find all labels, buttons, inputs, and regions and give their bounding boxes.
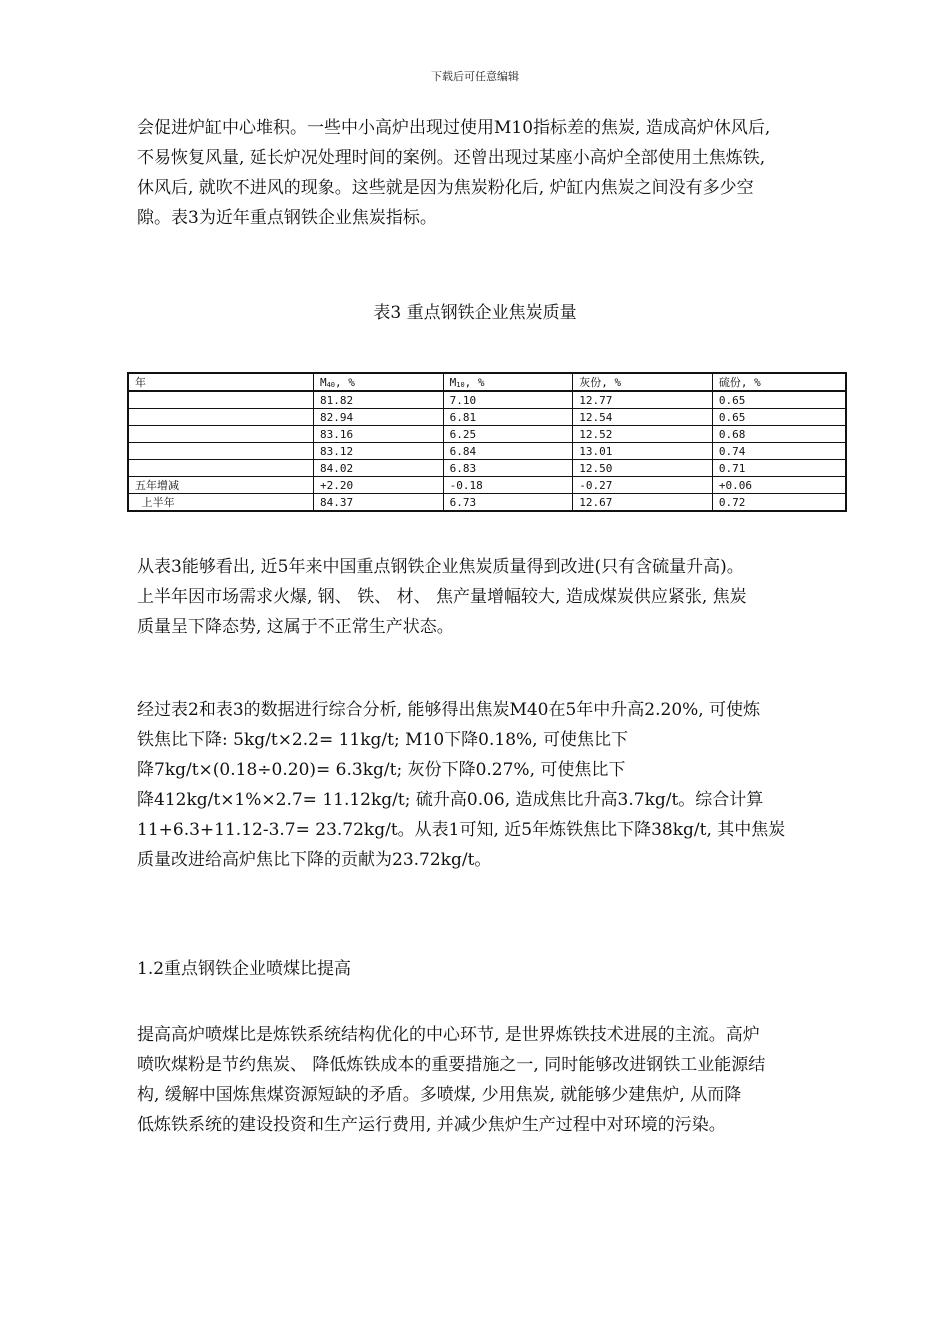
table-row [128, 494, 846, 512]
text-line: 隙。表3为近年重点钢铁企业焦炭指标。 [137, 208, 437, 228]
paragraph-4 [137, 1020, 857, 1140]
table-cell: 82.94 [313, 409, 443, 426]
table-row [128, 409, 846, 426]
table-row [128, 391, 846, 409]
coke-quality-table [127, 372, 847, 512]
table-row [128, 426, 846, 443]
table-cell: 0.72 [712, 494, 846, 512]
table-cell: 0.74 [712, 443, 846, 460]
table-cell: 6.25 [443, 426, 573, 443]
column-header-m10: M10, % [443, 373, 573, 391]
table-cell: 6.83 [443, 460, 573, 477]
table-cell: 84.02 [313, 460, 443, 477]
table-cell: 12.67 [573, 494, 713, 512]
table-cell: 上半年 [128, 494, 313, 512]
section-heading: 1.2重点钢铁企业喷煤比提高 [137, 959, 352, 979]
table-cell: 6.73 [443, 494, 573, 512]
table-cell: 81.82 [313, 391, 443, 409]
table-row [128, 477, 846, 494]
text-line: 上半年因市场需求火爆, 钢、 铁、 材、 焦产量增幅较大, 造成煤炭供应紧张, 焦炭 [137, 587, 747, 607]
column-header-sulfur: 硫份, % [712, 373, 846, 391]
table-cell [128, 426, 313, 443]
column-header-year: 年 [128, 373, 313, 391]
page-header: 下载后可任意编辑 [431, 70, 519, 83]
table-cell [128, 409, 313, 426]
text-line: 喷吹煤粉是节约焦炭、 降低炼铁成本的重要措施之一, 同时能够改进钢铁工业能源结 [137, 1055, 766, 1075]
paragraph-2 [137, 552, 857, 642]
text-line: 提高高炉喷煤比是炼铁系统结构优化的中心环节, 是世界炼铁技术进展的主流。高炉 [137, 1025, 760, 1045]
table-header-row [128, 373, 846, 391]
text-line: 质量改进给高炉焦比下降的贡献为23.72kg/t。 [137, 850, 492, 870]
table-cell: 13.01 [573, 443, 713, 460]
table-cell: -0.18 [443, 477, 573, 494]
table-cell: 0.68 [712, 426, 846, 443]
text-line: 经过表2和表3的数据进行综合分析, 能够得出焦炭M40在5年中升高2.20%, 可使炼 [137, 700, 761, 720]
text-line: 质量呈下降态势, 这属于不正常生产状态。 [137, 617, 454, 637]
table-cell: 12.77 [573, 391, 713, 409]
table-cell [128, 391, 313, 409]
text-line: 休风后, 就吹不进风的现象。这些就是因为焦炭粉化后, 炉缸内焦炭之间没有多少空 [137, 178, 754, 198]
paragraph-3 [137, 695, 857, 875]
table-cell: 7.10 [443, 391, 573, 409]
text-line: 铁焦比下降: 5kg/t×2.2= 11kg/t; M10下降0.18%, 可使焦比下 [137, 730, 628, 750]
table-caption: 表3 重点钢铁企业焦炭质量 [373, 303, 577, 323]
table-cell [128, 460, 313, 477]
text-line: 降7kg/t×(0.18÷0.20)= 6.3kg/t; 灰份下降0.27%, 可使焦比下 [137, 760, 626, 780]
text-line: 降412kg/t×1%×2.7= 11.12kg/t; 硫升高0.06, 造成焦比升高3.7kg/t。综合计算 [137, 790, 764, 810]
table-cell: 0.71 [712, 460, 846, 477]
column-header-m40: M40, % [313, 373, 443, 391]
text-line: 低炼铁系统的建设投资和生产运行费用, 并减少焦炉生产过程中对环境的污染。 [137, 1115, 726, 1135]
table-row [128, 443, 846, 460]
table-cell: 0.65 [712, 391, 846, 409]
table-cell: 0.65 [712, 409, 846, 426]
table-cell: 84.37 [313, 494, 443, 512]
text-line: 会促进炉缸中心堆积。一些中小高炉出现过使用M10指标差的焦炭, 造成高炉休风后, [137, 118, 771, 138]
text-line: 从表3能够看出, 近5年来中国重点钢铁企业焦炭质量得到改进(只有含硫量升高)。 [137, 557, 744, 577]
column-header-ash: 灰份, % [573, 373, 713, 391]
table-cell: 12.52 [573, 426, 713, 443]
text-line: 11+6.3+11.12-3.7= 23.72kg/t。从表1可知, 近5年炼铁焦比下降38kg/t, 其中焦炭 [137, 820, 786, 840]
table-cell: 五年增减 [128, 477, 313, 494]
table-cell: -0.27 [573, 477, 713, 494]
table-cell: 83.16 [313, 426, 443, 443]
table-cell: 6.81 [443, 409, 573, 426]
table-row [128, 460, 846, 477]
table-cell: 83.12 [313, 443, 443, 460]
table-cell: +0.06 [712, 477, 846, 494]
table-cell: +2.20 [313, 477, 443, 494]
table-cell [128, 443, 313, 460]
table-cell: 12.50 [573, 460, 713, 477]
table-cell: 6.84 [443, 443, 573, 460]
text-line: 不易恢复风量, 延长炉况处理时间的案例。还曾出现过某座小高炉全部使用土焦炼铁, [137, 148, 766, 168]
table-cell: 12.54 [573, 409, 713, 426]
text-line: 构, 缓解中国炼焦煤资源短缺的矛盾。多喷煤, 少用焦炭, 就能够少建焦炉, 从而降 [137, 1085, 742, 1105]
paragraph-1 [137, 113, 857, 233]
